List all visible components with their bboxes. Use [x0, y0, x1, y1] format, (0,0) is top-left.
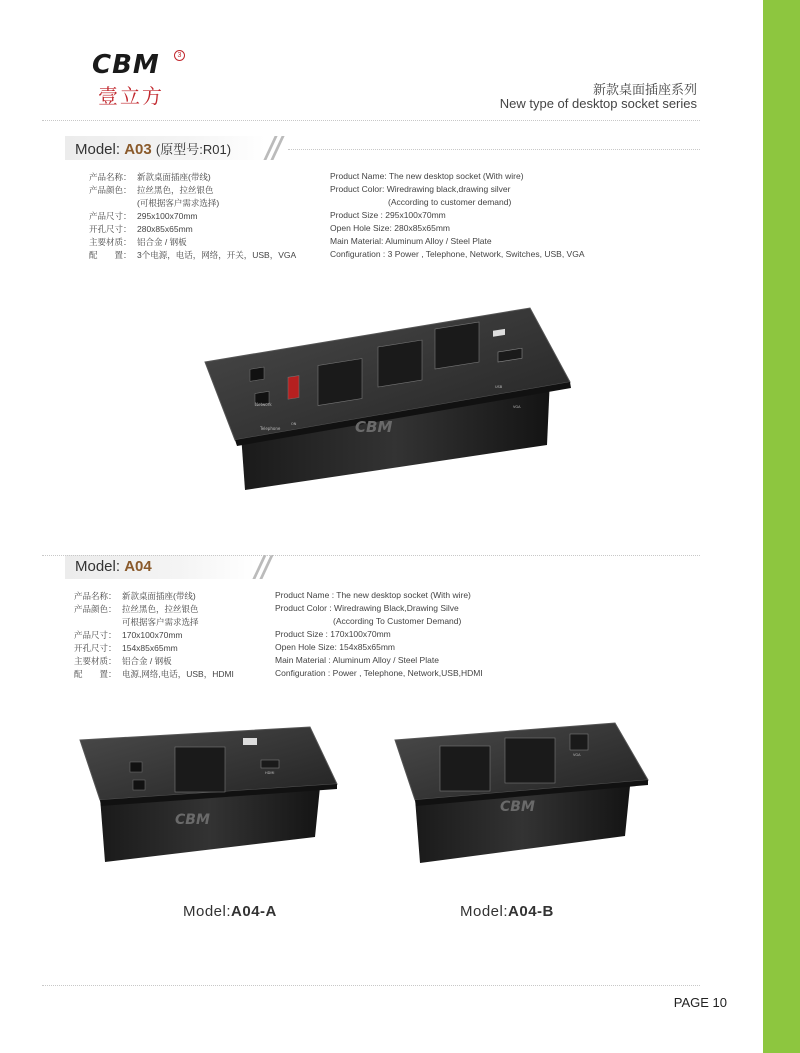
- header-title-en: New type of desktop socket series: [499, 96, 697, 111]
- caption-a04-b: Model:A04-B: [460, 903, 554, 920]
- model-prefix: Model:: [75, 141, 121, 158]
- spec-row: 配 置： 3个电源，电话，网络，开关，USB，VGA: [89, 250, 297, 260]
- model-bar-a03: [65, 136, 285, 160]
- page-number: PAGE 10: [673, 995, 727, 1010]
- spec-row: Product Size : 170x100x70mm: [275, 629, 391, 639]
- svg-text:VGA: VGA: [573, 753, 581, 757]
- svg-text:USB: USB: [495, 385, 503, 389]
- spec-row: Open Hole Size: 154x85x65mm: [275, 642, 396, 652]
- spec-row: Main Material : Aluminum Alloy / Steel Plate: [275, 655, 439, 665]
- section-divider: [288, 149, 700, 150]
- svg-text:CBM: CBM: [355, 418, 393, 436]
- product-image-a04-b: [390, 718, 660, 873]
- logo-chinese: 壹立方: [98, 84, 164, 108]
- product-image-a03: [195, 300, 585, 500]
- spec-row: Product Color : Wiredrawing Black,Drawing Silve: [275, 603, 459, 613]
- spec-list-en-a03: [330, 170, 585, 261]
- spec-row: 开孔尺寸： 280x85x65mm: [89, 224, 193, 234]
- spec-row: Open Hole Size: 280x85x65mm: [330, 223, 451, 233]
- model-name: A03: [124, 141, 152, 158]
- spec-row: Configuration : Power , Telephone, Network,USB,HDMI: [275, 668, 483, 678]
- spec-row: 主要材质： 铝合金 / 钢板: [89, 237, 187, 247]
- svg-text:HDMI: HDMI: [265, 771, 275, 775]
- spec-list-cn-a03: [89, 171, 296, 262]
- spec-list-cn-a04: [74, 590, 234, 681]
- header-divider: [42, 120, 700, 121]
- caption-a04-a: Model:A04-A: [183, 903, 277, 920]
- footer-divider: [42, 985, 700, 986]
- product-image-a04-a: [75, 722, 345, 872]
- spec-row: Product Color: Wiredrawing black,drawing silver: [330, 184, 511, 194]
- spec-row: 开孔尺寸： 154x85x65mm: [74, 643, 178, 653]
- spec-row: (According To Customer Demand): [333, 616, 462, 626]
- spec-row: 可根据客户需求选择: [122, 617, 199, 627]
- spec-row: 产品名称： 新款桌面插座(带线): [89, 172, 211, 182]
- svg-text:ON: ON: [291, 422, 297, 426]
- spec-row: 配 置： 电源,网络,电话，USB，HDMI: [74, 669, 234, 679]
- header-title-cn: 新款桌面插座系列: [592, 82, 697, 97]
- svg-text:CBM: CBM: [175, 812, 210, 828]
- section-divider: [42, 555, 700, 556]
- spec-row: 产品尺寸： 170x100x70mm: [74, 630, 183, 640]
- svg-text:CBM: CBM: [500, 799, 535, 815]
- svg-text:Telephone: Telephone: [260, 426, 281, 431]
- spec-row: 产品名称： 新款桌面插座(带线): [74, 591, 196, 601]
- spec-row: Product Name : The new desktop socket (With wire): [275, 590, 471, 600]
- spec-row: 产品尺寸： 295x100x70mm: [89, 211, 198, 221]
- spec-row: Product Name: The new desktop socket (With wire): [330, 171, 524, 181]
- spec-list-en-a04: [275, 589, 483, 680]
- spec-row: (可根据客户需求选择): [137, 198, 220, 208]
- logo-text: CBM: [92, 50, 160, 80]
- model-name: A04: [124, 558, 152, 575]
- svg-text:Network: Network: [255, 402, 272, 407]
- spec-row: (According to customer demand): [388, 197, 512, 207]
- svg-text:VGA: VGA: [513, 405, 521, 409]
- spec-row: Configuration : 3 Power , Telephone, Network, Switches, USB, VGA: [330, 249, 585, 259]
- logo-mark: 3: [174, 50, 185, 61]
- green-side-bar: [763, 0, 800, 1053]
- model-bar-a04: [65, 555, 285, 579]
- spec-row: Product Size : 295x100x70mm: [330, 210, 446, 220]
- model-suffix: (原型号:R01): [155, 142, 232, 157]
- spec-row: 主要材质： 铝合金 / 钢板: [74, 656, 172, 666]
- spec-row: Main Material: Aluminum Alloy / Steel Plate: [330, 236, 492, 246]
- brand-logo: [92, 50, 182, 108]
- spec-row: 产品颜色： 拉丝黑色，拉丝银色: [89, 185, 214, 195]
- spec-row: 产品颜色： 拉丝黑色，拉丝银色: [74, 604, 199, 614]
- model-prefix: Model:: [75, 558, 121, 575]
